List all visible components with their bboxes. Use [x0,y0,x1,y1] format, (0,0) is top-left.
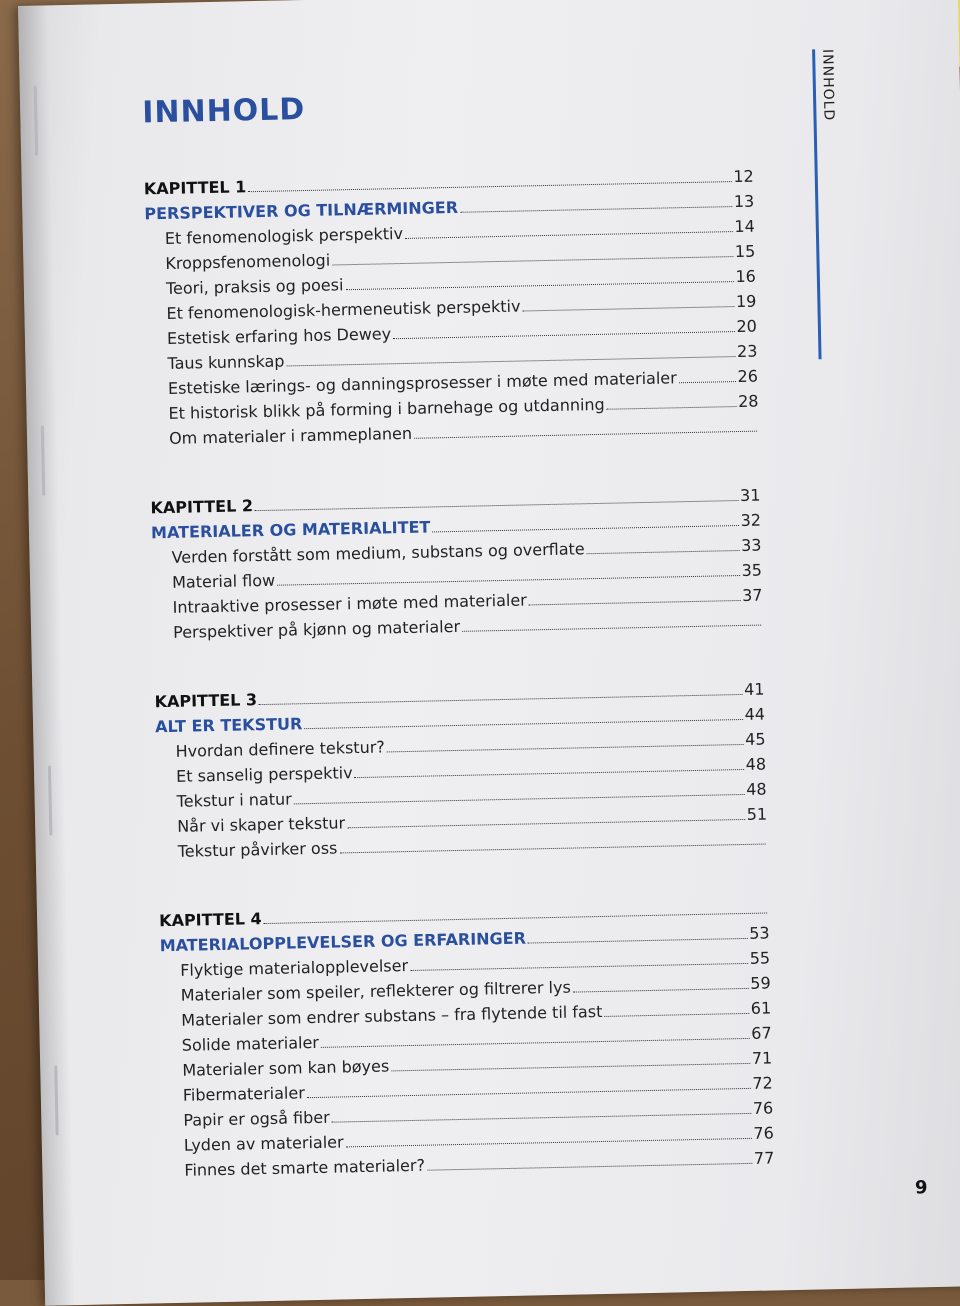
dot-leader [347,819,745,828]
toc-entry-title: Kroppsfenomenologi [165,250,331,273]
section-heading-title: MATERIALOPPLEVELSER OG ERFARINGER [159,928,527,956]
chapter-heading-page-number: 41 [743,679,765,699]
toc-entry-page-number: 33 [740,535,762,555]
running-head: INNHOLD [819,48,837,122]
toc-entry-page-number: 28 [737,391,759,412]
toc-entry-title: Material flow [171,570,276,592]
toc-entry-title: Estetisk erfaring hos Dewey [166,324,392,348]
dot-leader [387,744,743,752]
toc-entry-page-number: 14 [734,216,755,237]
toc-entry-title: Tekstur påvirker oss [177,838,338,861]
section-heading-title: MATERIALER OG MATERIALITET [150,517,431,543]
toc-entry-title: Et historisk blikk på forming i barnehage og utdanning [168,394,605,423]
chapter-heading-page-number: 12 [733,166,754,187]
dot-leader [414,431,757,439]
toc-entry-page-number: 51 [746,804,768,824]
dot-leader [573,988,748,993]
toc-entry-title: Solide materialer [181,1032,320,1055]
toc-entry-title: Materialer som speiler, reflekterer og filtrerer lys [180,977,571,1005]
toc-entry-page-number: 26 [737,366,759,387]
toc-entry-title: Estetiske lærings- og danningsprosesser i møte med materialer [167,368,677,398]
toc-entry-title: Tekstur i natur [176,789,292,811]
chapter-block [144,167,760,455]
toc-entry-page-number: 76 [752,1098,774,1118]
toc-entry-title: Taus kunnskap [167,351,285,373]
toc-entry-page-number: 55 [749,948,771,968]
toc-entry-title: Flyktige materialopplevelser [180,956,409,980]
toc-entry-page-number: 23 [736,341,758,362]
dot-leader [304,719,742,729]
page-title: INNHOLD [141,92,306,131]
toc-entry-page-number: 20 [736,316,758,337]
toc-entry-title: Teori, praksis og poesi [165,275,344,298]
chapter-heading-title: KAPITTEL 1 [143,177,247,199]
toc-entry-title: Materialer som kan bøyes [182,1056,390,1080]
dot-leader [432,525,738,532]
page-number: 9 [914,1177,928,1199]
toc-entry-title: Et fenomenologisk-hermeneutisk perspektiv [166,296,521,323]
toc-entry-title: Fibermaterialer [182,1083,306,1105]
dot-leader [294,794,745,804]
toc-entry-page-number: 45 [744,729,766,749]
toc-entry-title: Intraaktive prosesser i møte med materialer [172,590,527,617]
dot-leader [410,963,748,971]
toc-entry-page-number: 59 [750,973,771,993]
toc-entry-page-number: 48 [745,754,767,774]
toc-entry-title: Når vi skaper tekstur [177,813,346,836]
section-heading-title: ALT ER TEKSTUR [154,714,303,737]
chapter-heading-title: KAPITTEL 2 [150,496,254,518]
toc-entry-page-number: 77 [753,1148,775,1168]
dot-leader [287,356,736,366]
dot-leader [248,181,731,192]
dot-leader [332,1113,751,1123]
dot-leader [346,1138,752,1148]
book-page [18,0,960,1306]
dot-leader [264,913,767,925]
toc-entry-title: Et sanselig perspektiv [175,763,353,786]
dot-leader [460,206,732,213]
toc-entry-page-number: 72 [752,1073,773,1093]
dot-leader [607,406,736,410]
dot-leader [529,600,740,605]
toc-entry-page-number: 61 [750,998,772,1018]
dot-leader [321,1038,749,1048]
dot-leader [255,500,738,511]
toc-entry-title: Hvordan definere tekstur? [175,737,386,761]
dot-leader [355,769,744,778]
toc-entry-title: Papir er også fiber [183,1107,330,1130]
toc-entry-page-number: 37 [741,585,763,605]
toc-entry-title: Finnes det smarte materialer? [184,1155,426,1180]
chapter-heading-page-number: 31 [739,485,761,505]
dot-leader [393,331,734,339]
chapter-heading-title: KAPITTEL 3 [154,690,258,712]
toc-entry-title: Et fenomenologisk perspektiv [164,223,404,248]
dot-leader [528,938,747,944]
toc-entry-title: Om materialer i rammeplanen [168,423,413,448]
dot-leader [307,1088,751,1098]
dot-leader [277,575,740,586]
section-heading-title: PERSPEKTIVER OG TILNÆRMINGER [144,197,459,224]
toc-entry-title: Materialer som endrer substans – fra flytende til fast [181,1001,603,1030]
toc-entry-page-number: 48 [746,779,767,799]
chapter-block [159,898,775,1186]
section-heading-page-number: 32 [740,510,762,530]
dot-leader [523,306,735,311]
dot-leader [259,694,742,705]
section-heading-page-number: 13 [733,191,755,212]
toc-entry-title: Verden forstått som medium, substans og overflate [171,539,585,567]
dot-leader [332,256,733,265]
toc-entry-title: Perspektiver på kjønn og materialer [172,616,461,642]
toc-entry-page-number: 35 [741,560,763,580]
dot-leader [391,1063,750,1072]
section-heading-page-number: 44 [744,704,766,724]
dot-leader [679,381,736,383]
toc-entry-page-number: 67 [751,1023,772,1043]
dot-leader [405,231,732,239]
chapter-block [150,486,763,649]
toc-entry-page-number: 71 [751,1048,773,1068]
dot-leader [427,1163,752,1171]
dot-leader [587,550,739,554]
section-heading-page-number: 53 [749,923,770,943]
dot-leader [346,281,734,290]
dot-leader [604,1013,748,1017]
toc-entry-page-number: 19 [735,291,757,312]
toc-entry-title: Lyden av materialer [183,1132,344,1155]
toc-entry-page-number: 15 [734,241,756,262]
dot-leader [462,625,761,632]
table-of-contents [144,167,776,1231]
dot-leader [340,844,766,854]
toc-entry-page-number: 16 [735,266,757,287]
toc-entry-page-number: 76 [753,1123,774,1143]
chapter-block [154,680,768,868]
chapter-heading-title: KAPITTEL 4 [158,909,262,931]
